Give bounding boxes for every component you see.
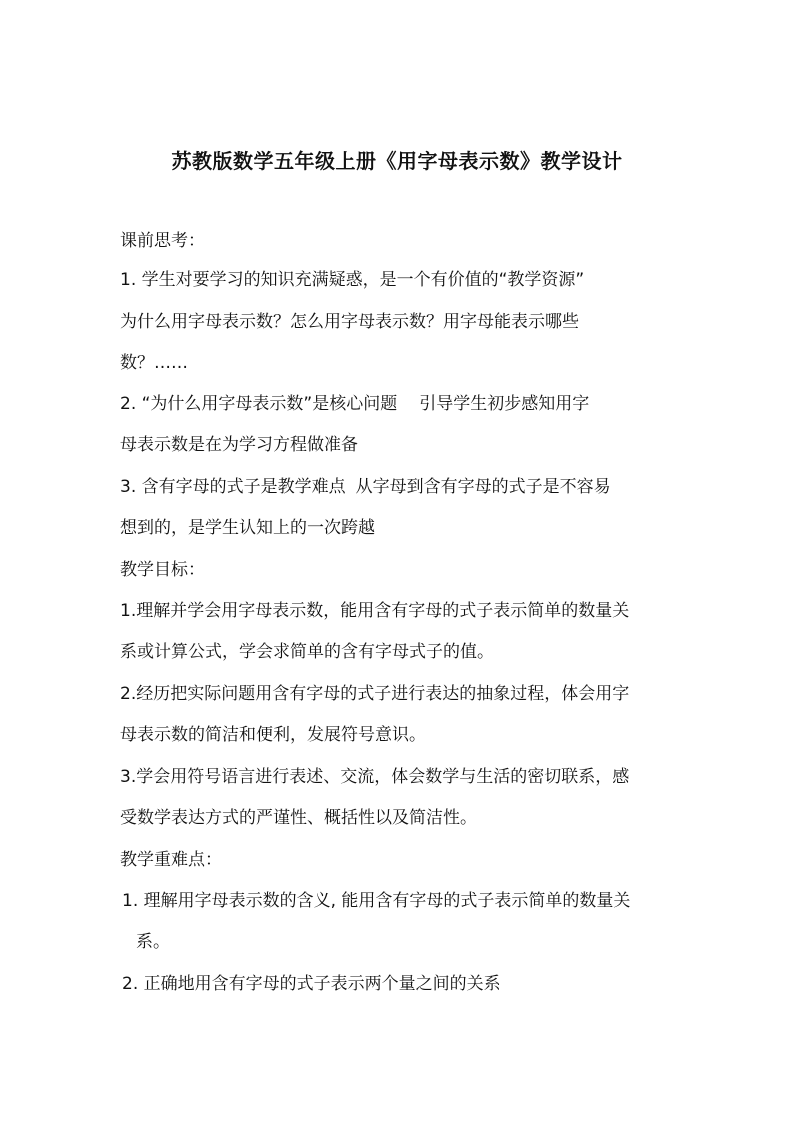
paragraph-line: 2. 正确地用含有字母的式子表示两个量之间的关系	[122, 974, 501, 994]
paragraph-segment: 引导学生初步感知用字	[419, 394, 590, 414]
paragraph-segment: 2. “为什么用字母表示数”是核心问题	[120, 394, 398, 414]
paragraph-line: 母表示数是在为学习方程做准备	[120, 435, 358, 455]
section-heading-pre-thinking: 课前思考：	[120, 231, 205, 251]
paragraph-line: 系。	[136, 932, 170, 952]
paragraph-line: 1. 学生对要学习的知识充满疑惑，是一个有价值的“教学资源”	[120, 270, 585, 290]
paragraph-line: 系或计算公式，学会求简单的含有字母式子的值。	[120, 642, 494, 662]
paragraph-segment: 从字母到含有字母的式子是不容易	[355, 477, 611, 497]
paragraph-line: 1.理解并学会用字母表示数，能用含有字母的式子表示简单的数量关	[120, 601, 630, 621]
paragraph-line	[120, 475, 690, 499]
paragraph-line: 想到的，是学生认知上的一次跨越	[120, 518, 375, 538]
paragraph-line	[120, 392, 690, 416]
paragraph-line: 数？……	[120, 353, 188, 373]
paragraph-line: 1. 理解用字母表示数的含义, 能用含有字母的式子表示简单的数量关	[122, 891, 631, 911]
paragraph-line: 2.经历把实际问题用含有字母的式子进行表达的抽象过程，体会用字	[120, 684, 630, 704]
section-heading-key-points: 教学重难点：	[120, 850, 222, 870]
section-heading-goals: 教学目标：	[120, 560, 205, 580]
paragraph-line: 3.学会用符号语言进行表述、交流，体会数学与生活的密切联系，感	[120, 767, 630, 787]
paragraph-segment: 3. 含有字母的式子是教学难点	[120, 477, 346, 497]
paragraph-line: 受数学表达方式的严谨性、概括性以及简洁性。	[120, 808, 477, 828]
paragraph-line: 为什么用字母表示数？怎么用字母表示数？用字母能表示哪些	[120, 312, 579, 332]
document-title: 苏教版数学五年级上册《用字母表示数》教学设计	[171, 149, 623, 173]
paragraph-line: 母表示数的简洁和便利，发展符号意识。	[120, 725, 426, 745]
